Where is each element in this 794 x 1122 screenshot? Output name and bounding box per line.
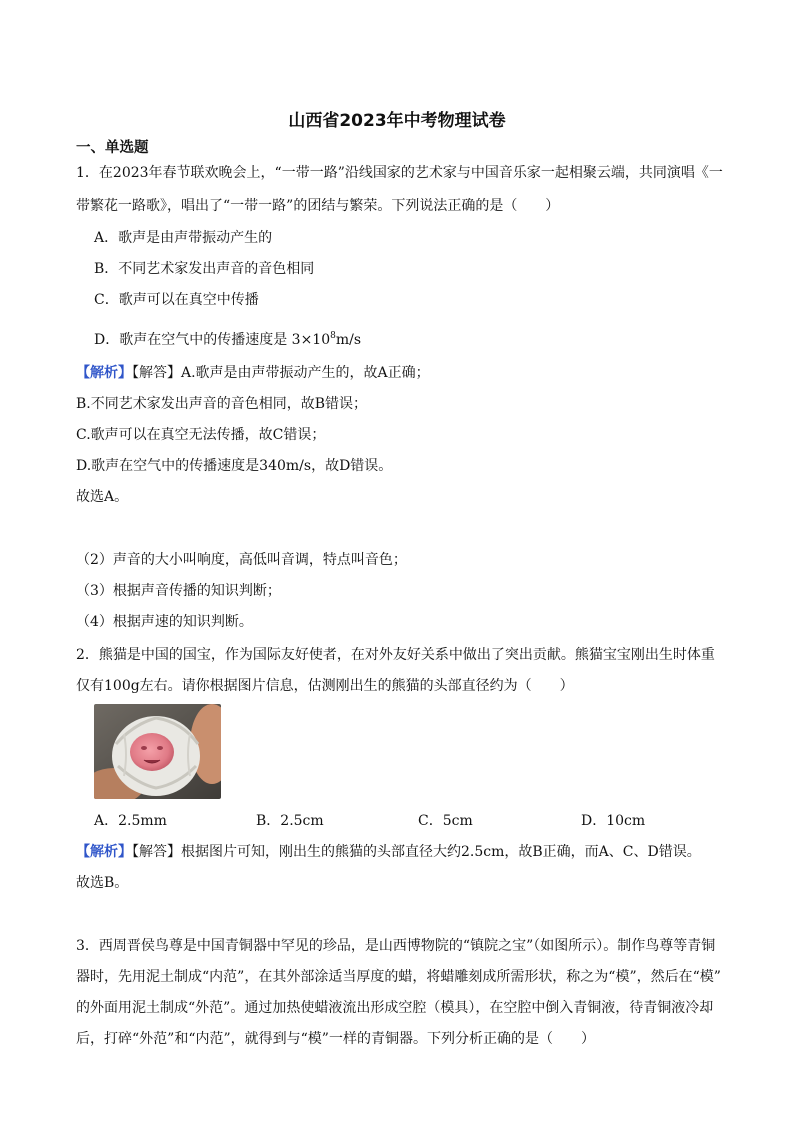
- q1-conclusion: 故选A。: [76, 489, 129, 505]
- q1-analysis-line-2: B.不同艺术家发出声音的音色相同，故B错误；: [76, 396, 368, 412]
- q1-option-c: C．歌声可以在真空中传播: [94, 292, 259, 308]
- q2-conclusion: 故选B。: [76, 875, 129, 891]
- q1-analysis-line-3: C.歌声可以在真空无法传播，故C错误；: [76, 427, 326, 443]
- q3-stem-line-4: 后，打碎“外范”和“内范”，就得到与“模”一样的青铜器。下列分析正确的是（ ）: [76, 1031, 595, 1047]
- panda-cub-photo: [94, 704, 221, 799]
- q2-option-d: D．10cm: [581, 813, 646, 829]
- q1-note-4: （4）根据声速的知识判断。: [76, 614, 253, 630]
- q1-stem-line-2: 带繁花一路歌》，唱出了“一带一路”的团结与繁荣。下列说法正确的是（ ）: [76, 198, 560, 214]
- q2-option-a: A．2.5mm: [94, 813, 167, 829]
- q1-stem-line-1: 1．在2023年春节联欢晚会上，“一带一路”沿线国家的艺术家与中国音乐家一起相聚云端，共同演唱《一: [76, 165, 723, 181]
- q1-note-2: （2）声音的大小叫响度，高低叫音调，特点叫音色；: [76, 552, 407, 568]
- page-title: 山西省2023年中考物理试卷: [288, 111, 506, 131]
- q1-note-3: （3）根据声音传播的知识判断；: [76, 583, 281, 599]
- q1-option-d: D．歌声在空气中的传播速度是 $3\times 10^8m/s$: [94, 331, 362, 348]
- analysis-tag: 【解析】: [76, 365, 132, 381]
- q2-analysis: 【解析】【解答】根据图片可知，刚出生的熊猫的头部直径大约2.5cm，故B正确，而A、C、D错误。: [76, 844, 701, 860]
- q1-analysis-line-4: D.歌声在空气中的传播速度是340m/s，故D错误。: [76, 458, 393, 474]
- q2-stem-line-1: 2．熊猫是中国的国宝，作为国际友好使者，在对外友好关系中做出了突出贡献。熊猫宝宝刚出生时体重: [76, 647, 715, 663]
- q1-analysis-line-1: 【解析】【解答】A.歌声是由声带振动产生的，故A正确；: [76, 365, 430, 381]
- q1-option-b: B．不同艺术家发出声音的音色相同: [94, 261, 315, 277]
- section-heading: 一、单选题: [76, 140, 149, 156]
- q2-option-c: C．5cm: [418, 813, 473, 829]
- q3-stem-line-2: 器时，先用泥土制成“内范”，在其外部涂适当厚度的蜡，将蜡雕刻成所需形状，称之为“模”，然后在“模”: [76, 969, 721, 985]
- analysis-tag: 【解析】: [76, 844, 132, 860]
- answer-tag: 【解答】: [132, 844, 181, 860]
- q2-option-b: B．2.5cm: [256, 813, 324, 829]
- q3-stem-line-3: 的外面用泥土制成“外范”。通过加热使蜡液流出形成空腔（模具），在空腔中倒入青铜液，待青铜液冷却: [76, 1000, 714, 1016]
- q3-stem-line-1: 3．西周晋侯鸟尊是中国青铜器中罕见的珍品，是山西博物院的“镇院之宝”（如图所示）。制作鸟尊等青铜: [76, 938, 716, 954]
- q2-stem-line-2: 仅有100g左右。请你根据图片信息，估测刚出生的熊猫的头部直径约为（ ）: [76, 678, 574, 694]
- answer-tag: 【解答】: [132, 365, 181, 381]
- q1-option-a: A．歌声是由声带振动产生的: [94, 230, 273, 246]
